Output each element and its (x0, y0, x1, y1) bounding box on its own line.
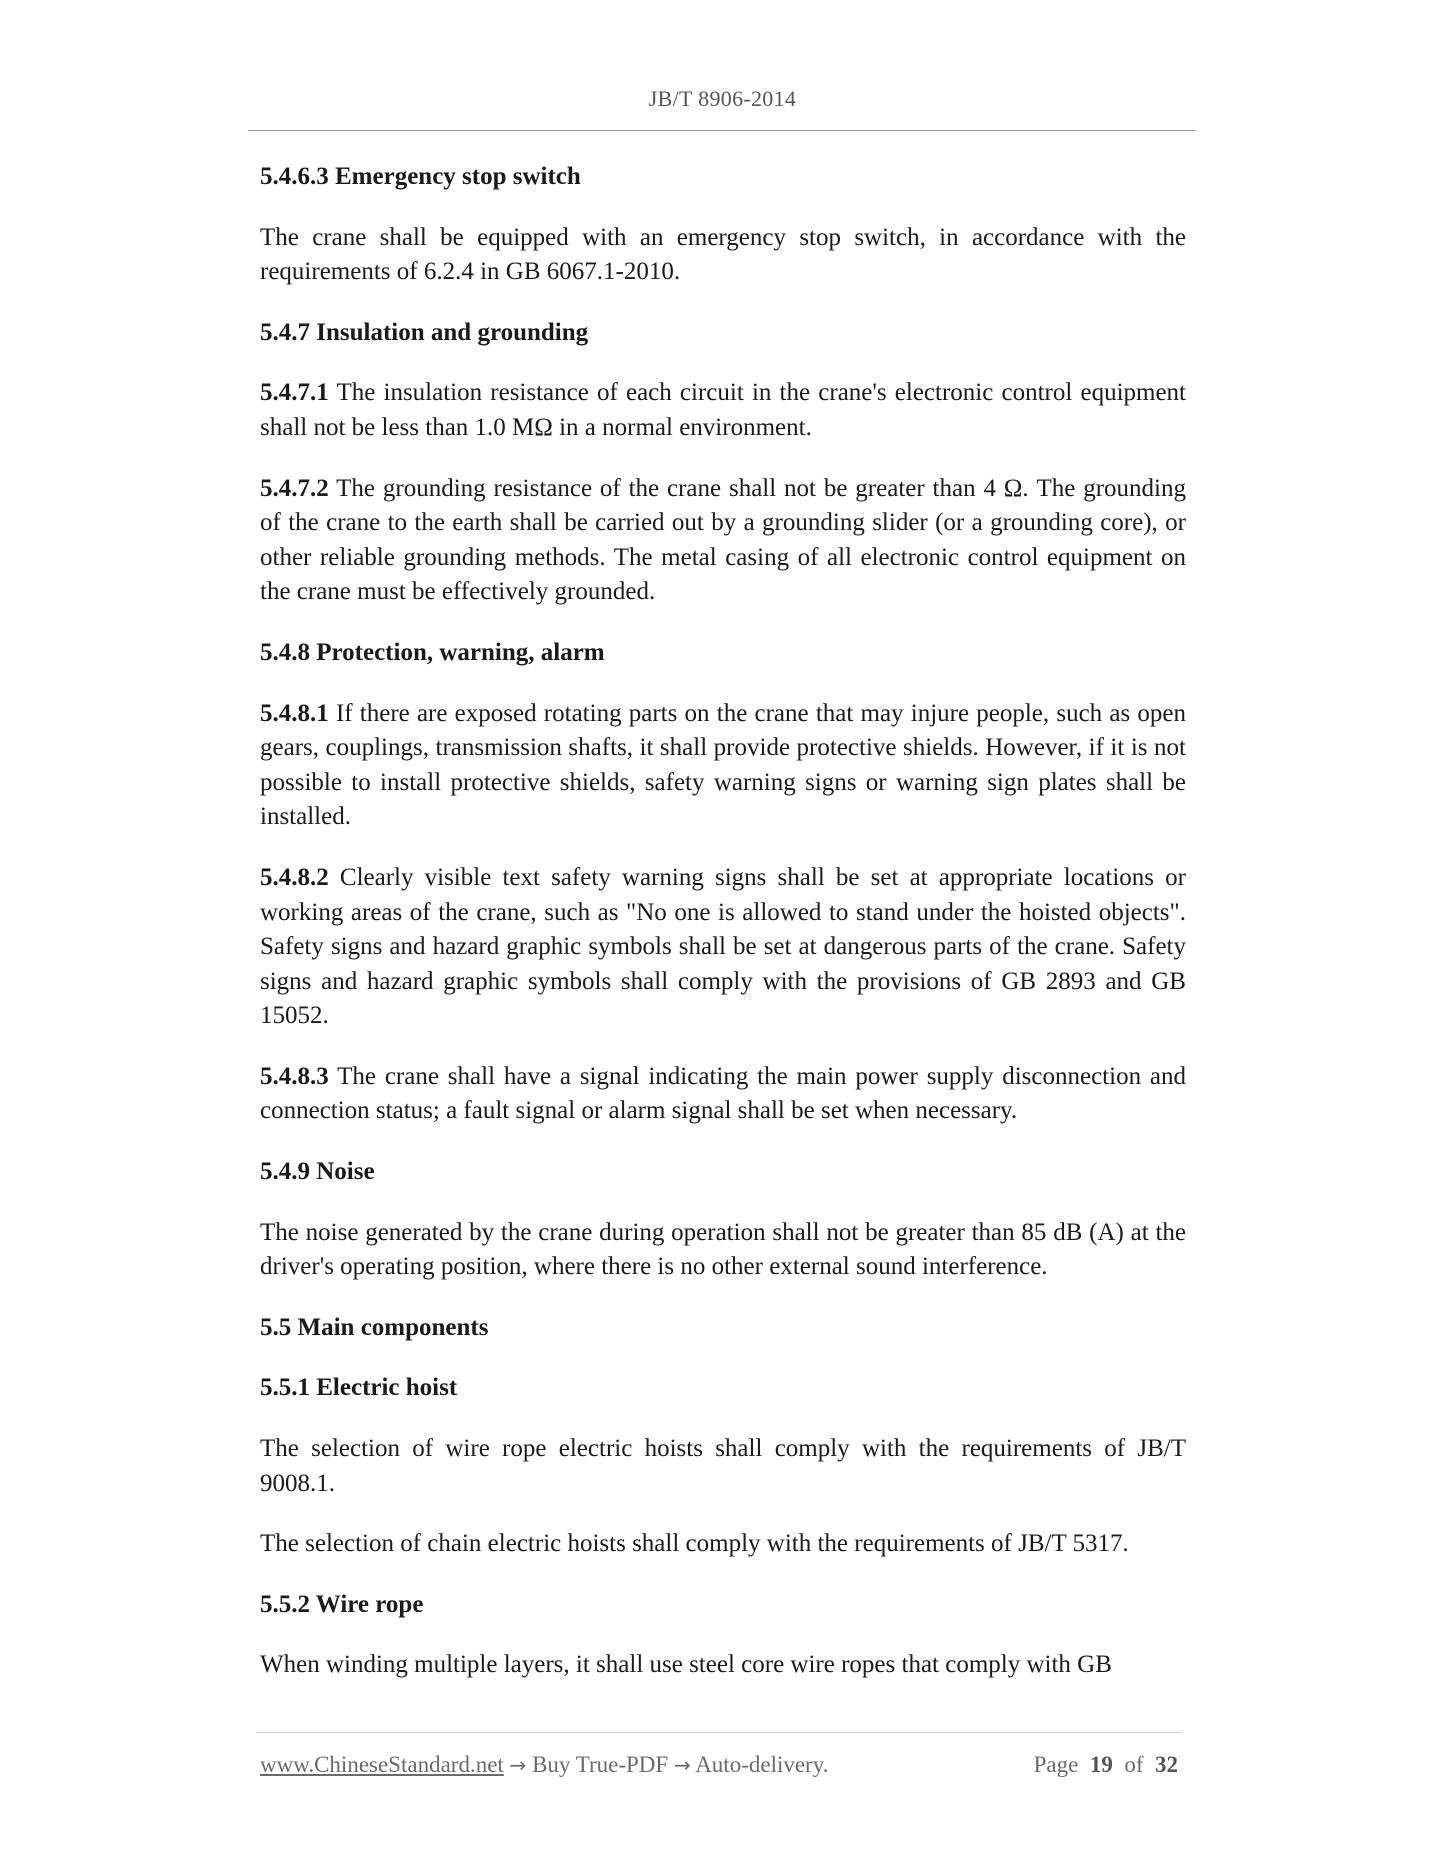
page-indicator (1034, 1752, 1178, 1778)
paragraph-5-5-1-b: The selection of chain electric hoists shall comply with the requirements of JB/T 5317. (260, 1530, 1129, 1558)
paragraph-5-4-8-3 (260, 1060, 1186, 1129)
paragraph-5-4-8-2 (260, 861, 1186, 1034)
paragraph-5-5-1-a: The selection of wire rope electric hoists shall comply with the requirements of JB/T 9008.1. (260, 1435, 1186, 1497)
footer-promo (260, 1752, 828, 1778)
auto-delivery-text: Auto-delivery. (690, 1752, 829, 1777)
paragraph-5-4-9: The noise generated by the crane during operation shall not be greater than 85 dB (A) at the driver's operating position, where there is no other external sound interference. (260, 1218, 1186, 1281)
clause-text: If there are exposed rotating parts on the crane that may injure people, such as open gears, couplings, transmission shafts, it shall provide protective shields. However, if it is not possible to install protective shields, safety warning signs or warning sign plates shall be installed. (260, 699, 1186, 831)
clause-number: 5.4.8.2 (260, 863, 329, 891)
header-divider (248, 130, 1196, 131)
buy-pdf-text: Buy True-PDF (526, 1752, 674, 1777)
clause-number: 5.4.8.1 (260, 699, 329, 727)
clause-text: The insulation resistance of each circuit in the crane's electronic control equipment shall not be less than 1.0 MΩ in a normal environment. (260, 379, 1186, 441)
of-label: of (1124, 1752, 1144, 1777)
heading-5-5-2: 5.5.2 Wire rope (260, 1590, 424, 1618)
heading-5-4-8: 5.4.8 Protection, warning, alarm (260, 638, 605, 666)
paragraph-5-4-6-3: The crane shall be equipped with an emergency stop switch, in accordance with the requirements of 6.2.4 in GB 6067.1-2010. (260, 223, 1186, 286)
clause-number: 5.4.7.1 (260, 379, 329, 407)
heading-5-5-1: 5.5.1 Electric hoist (260, 1374, 458, 1402)
clause-text: The grounding resistance of the crane shall not be greater than 4 Ω. The grounding of the crane to the earth shall be carried out by a grounding slider (or a grounding core), or other reliable grounding methods. The metal casing of all electronic control equipment on the crane must be effectively grounded. (260, 474, 1186, 606)
clause-text: Clearly visible text safety warning signs shall be set at appropriate locations or working areas of the crane, such as "No one is allowed to stand under the hoisted objects". Safety signs and hazard graphic symbols shall be set at dangerous parts of the crane. Safety signs and hazard graphic symbols shall comply with the provisions of GB 2893 and GB 15052. (260, 863, 1186, 1030)
current-page-number: 19 (1089, 1752, 1113, 1777)
heading-5-4-6-3: 5.4.6.3 Emergency stop switch (260, 163, 581, 190)
clause-number: 5.4.7.2 (260, 474, 329, 502)
document-code-header: JB/T 8906-2014 (648, 86, 797, 111)
paragraph-5-4-7-1 (260, 376, 1186, 445)
heading-5-4-7: 5.4.7 Insulation and grounding (260, 318, 589, 346)
page-body (260, 160, 1186, 1709)
clause-text: The crane shall have a signal indicating the main power supply disconnection and connection status; a fault signal or alarm signal shall be set when necessary. (260, 1062, 1186, 1125)
heading-5-4-9: 5.4.9 Noise (260, 1158, 375, 1186)
footer-divider (256, 1732, 1182, 1733)
paragraph-5-5-2: When winding multiple layers, it shall use steel core wire ropes that comply with GB (260, 1651, 1112, 1679)
paragraph-5-4-8-1 (260, 697, 1186, 835)
heading-5-5: 5.5 Main components (260, 1313, 489, 1341)
paragraph-5-4-7-2 (260, 472, 1186, 610)
total-pages-number: 32 (1155, 1752, 1178, 1777)
arrow-right-icon: → (673, 1753, 691, 1777)
website-link[interactable]: www.ChineseStandard.net (260, 1752, 504, 1777)
page-label: Page (1033, 1752, 1079, 1777)
arrow-right-icon: → (509, 1753, 527, 1777)
clause-number: 5.4.8.3 (260, 1062, 329, 1090)
